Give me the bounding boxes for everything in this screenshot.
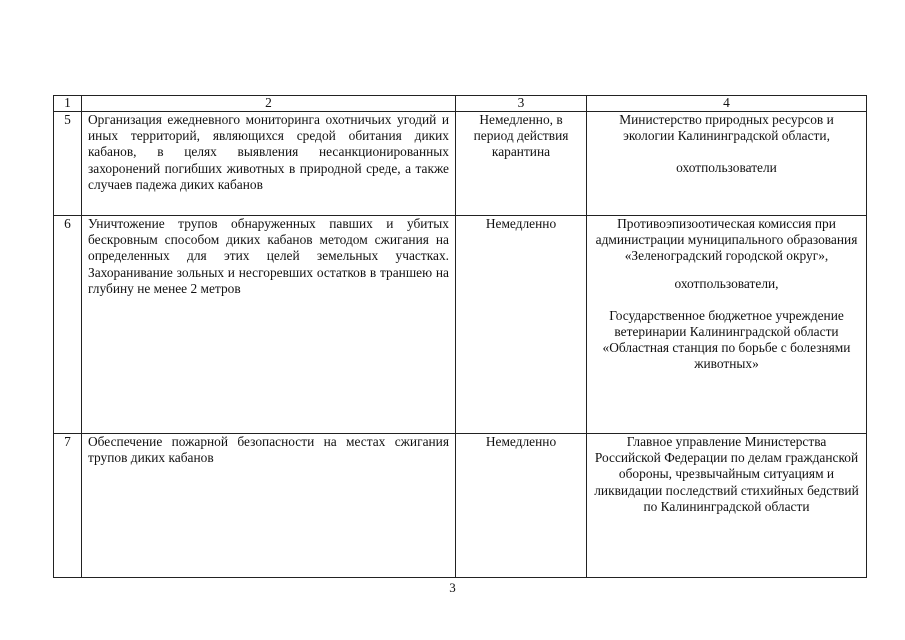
header-cell-4: 4 [587, 96, 867, 112]
header-cell-3: 3 [456, 96, 587, 112]
row-number: 6 [54, 216, 82, 434]
table-row [54, 112, 867, 216]
header-cell-2: 2 [82, 96, 456, 112]
row-number: 5 [54, 112, 82, 216]
executors-cell [587, 216, 867, 434]
header-row [54, 96, 867, 112]
executor-text: Государственное бюджетное учреждение ветеринарии Калининградской области «Областная станция по борьбе с болезнями животных» [602, 307, 851, 372]
executor-text: Главное управление Министерства Российской Федерации по делам гражданской обороны, чрезвычайным ситуациям и ликвидации последствий стихийных бедствий по Калининградской области [594, 434, 859, 514]
deadline-cell: Немедленно [456, 216, 587, 434]
deadline-cell: Немедленно [456, 434, 587, 578]
table-row [54, 434, 867, 578]
measures-table [53, 95, 867, 578]
action-cell: Обеспечение пожарной безопасности на местах сжигания трупов диких кабанов [82, 434, 456, 578]
table-row [54, 216, 867, 434]
deadline-cell: Немедленно, в период действия карантина [456, 112, 587, 216]
executor-text: Министерство природных ресурсов и экологии Калининградской области, [619, 112, 834, 144]
executors-cell [587, 434, 867, 578]
executor-text: охотпользователи, [674, 275, 779, 291]
header-cell-1: 1 [54, 96, 82, 112]
row-number: 7 [54, 434, 82, 578]
executors-cell [587, 112, 867, 216]
page-number: 3 [449, 580, 456, 595]
executor-text: Противоэпизоотическая комиссия при администрации муниципального образования «Зеленоградский городской округ», [595, 216, 858, 264]
executor-text: охотпользователи [676, 160, 777, 176]
action-cell: Организация ежедневного мониторинга охотничьих угодий и иных территорий, являющихся средой обитания диких кабанов, в целях выявления несанкционированных захоронений погибших животных в природной среде, а также случаев падежа диких кабанов [82, 112, 456, 216]
action-cell: Уничтожение трупов обнаруженных павших и убитых бескровным способом диких кабанов методом сжигания на определенных для этих целей земельных участках. Захоранивание зольных и несгоревших остатков в траншею на глубину не менее 2 метров [82, 216, 456, 434]
